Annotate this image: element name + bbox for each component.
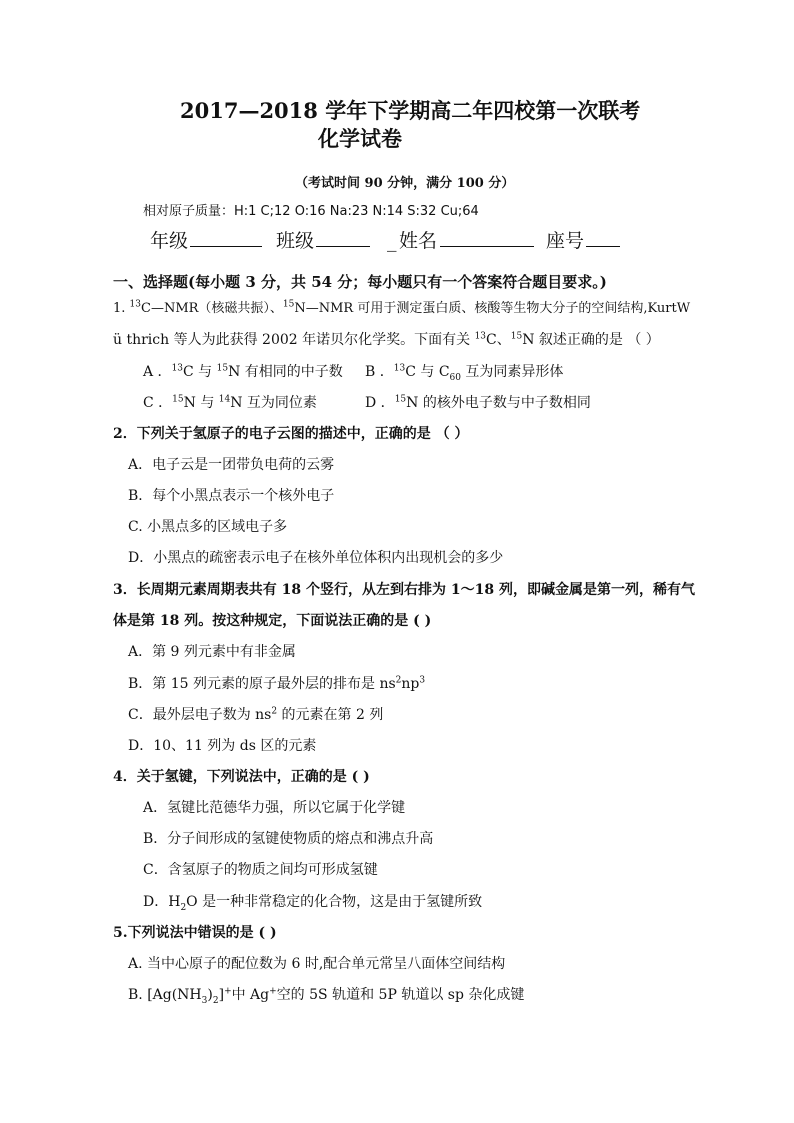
q3-option-b: B．第 15 列元素的原子最外层的排布是 $ns^2np^3$ <box>128 675 426 692</box>
q3-option-d: D．10、11 列为 ds 区的元素 <box>128 738 317 754</box>
seat-label: 座号 <box>546 230 585 252</box>
q5-stem: 5.下列说法中错误的是 ( ) <box>113 925 277 941</box>
q5-option-b: B. $[Ag(NH_3)_2]^+$中 Ag+空的 5S 轨道和 5P 轨道以 sp 杂化成键 <box>128 986 525 1006</box>
q1-option-a: A ．$^{13}$C 与 $^{15}$N 有相同的中子数 <box>143 363 343 380</box>
title-line-2: 化学试卷 <box>318 126 402 151</box>
q4-stem: 4．关于氢键，下列说法中，正确的是 ( ) <box>113 769 370 785</box>
q1-stem-line-2: ü thrich 等人为此获得 2002 年诺贝尔化学奖。下面有关 $^{13}$C、$^{15}$N 叙述正确的是 （ ） <box>113 331 660 348</box>
name-prefix: _ <box>387 230 397 252</box>
q3-option-c: C．最外层电子数为 $ns^2$ 的元素在第 2 列 <box>128 706 384 723</box>
atomic-mass-line: 相对原子质量：H:1 C;12 O:16 Na:23 N:14 S:32 Cu;64 <box>143 204 479 219</box>
q5-option-a: A. 当中心原子的配位数为 6 时,配合单元常呈八面体空间结构 <box>128 956 506 972</box>
q2-option-c: C. 小黑点多的区域电子多 <box>128 519 288 535</box>
name-blank[interactable] <box>440 246 534 247</box>
name-label: 姓名 <box>399 230 438 252</box>
section-heading: 一、选择题(每小题 3 分，共 54 分；每小题只有一个答案符合题目要求。) <box>113 273 607 291</box>
grade-blank[interactable] <box>190 246 262 247</box>
q4-option-a: A．氢键比范德华力强，所以它属于化学键 <box>143 800 406 816</box>
q1-option-c: C ．$^{15}$N 与 $^{14}$N 互为同位素 <box>143 394 317 411</box>
grade-label: 年级 <box>150 230 189 252</box>
q2-option-a: A．电子云是一团带负电荷的云雾 <box>128 457 335 473</box>
q4-option-b: B．分子间形成的氢键使物质的熔点和沸点升高 <box>143 831 434 847</box>
q1-stem-line-1: 1. $^{13}$C—NMR（核磁共振）、$^{15}$N—NMR 可用于测定蛋白质、核酸等生物大分子的空间结构,KurtW <box>113 299 691 316</box>
class-label: 班级 <box>276 230 315 252</box>
q4-option-d: D．$H_2O$ 是一种非常稳定的化合物，这是由于氢键所致 <box>143 894 483 913</box>
seat-blank[interactable] <box>586 246 620 247</box>
q3-option-a: A．第 9 列元素中有非金属 <box>128 644 296 660</box>
q2-option-b: B．每个小黑点表示一个核外电子 <box>128 488 335 504</box>
q3-stem-line-2: 体是第 18 列。按这种规定，下面说法正确的是 ( ) <box>113 613 432 629</box>
q2-stem: 2．下列关于氢原子的电子云图的描述中，正确的是 （ ） <box>113 426 469 442</box>
q4-option-c: C．含氢原子的物质之间均可形成氢键 <box>143 862 378 878</box>
exam-info: （考试时间 90 分钟，满分 100 分） <box>295 176 515 191</box>
title-line-1: 2017—2018 学年下学期高二年四校第一次联考 <box>180 98 641 123</box>
q2-option-d: D．小黑点的疏密表示电子在核外单位体积内出现机会的多少 <box>128 550 504 566</box>
q3-stem-line-1: 3．长周期元素周期表共有 18 个竖行，从左到右排为 1～18 列，即碱金属是第一列，稀有气 <box>113 582 695 598</box>
class-blank[interactable] <box>316 246 370 247</box>
q1-option-d: D ．$^{15}$N 的核外电子数与中子数相同 <box>365 394 591 411</box>
q1-option-b: B ．$^{13}$C 与 $C_{60}$ 互为同素异形体 <box>365 363 564 383</box>
